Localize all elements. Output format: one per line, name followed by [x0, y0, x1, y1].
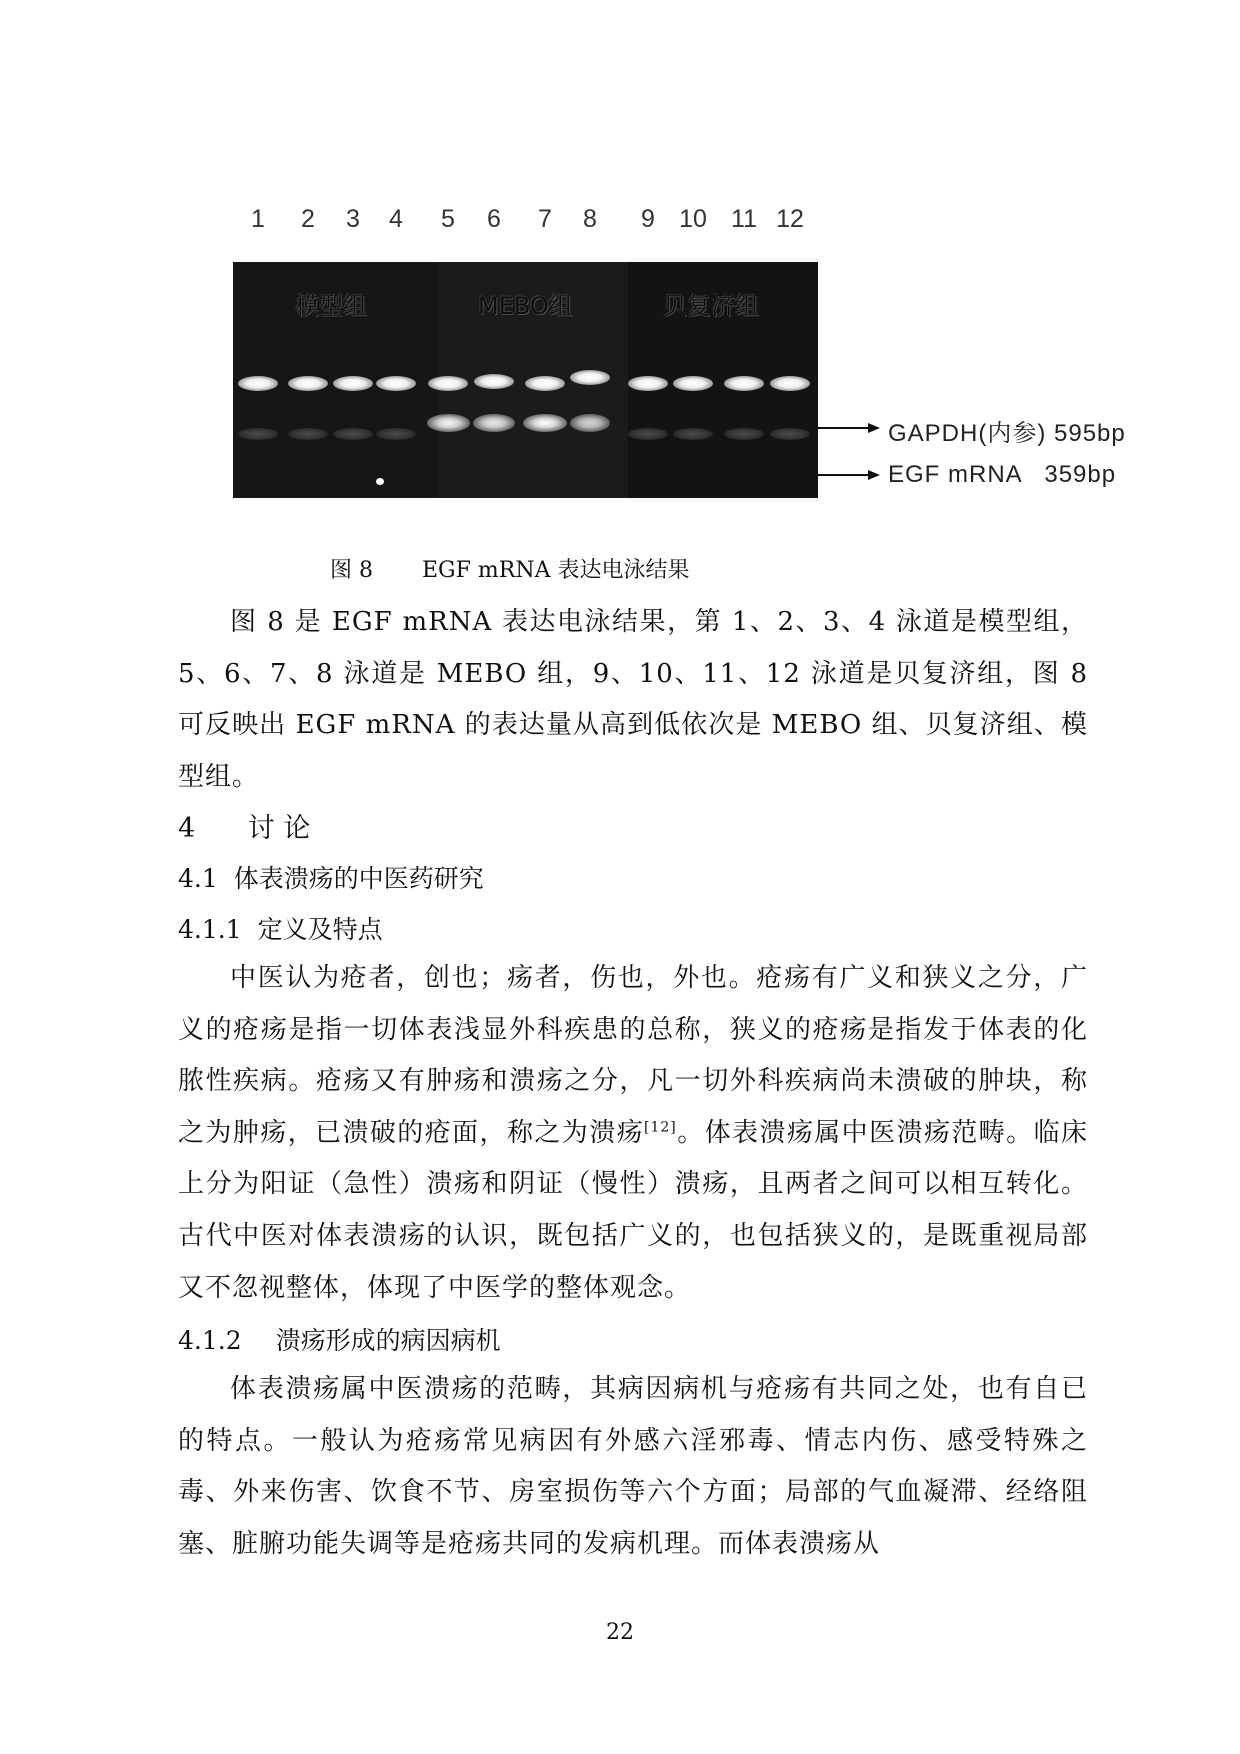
section-number: 4.1.1: [178, 915, 242, 944]
gapdh-band: [673, 376, 713, 391]
lane-number: 7: [538, 205, 552, 233]
section-title: 溃疡形成的病因病机: [275, 1326, 501, 1355]
gapdh-band: [570, 370, 610, 385]
egf-band: [427, 414, 470, 432]
egf-band: [570, 414, 610, 432]
egf-band: [628, 428, 668, 440]
egf-arrow-line: [818, 474, 870, 476]
paragraph-etiology: 体表溃疡属中医溃疡的范畴，其病因病机与疮疡有共同之处，也有自已的特点。一般认为疮疡常见病因有外感六淫邪毒、情志内伤、感受特殊之毒、外来伤害、饮食不节、房室损伤等六个方面；局部的气血凝滞、经络阻塞、脏腑功能失调等是疮疡共同的发病机理。而体表溃疡从: [178, 1374, 1088, 1559]
figure-caption-number: 图 8: [330, 558, 373, 583]
egf-band: [523, 414, 567, 432]
egf-band: [473, 414, 515, 432]
gel-artifact-spot: [376, 478, 384, 485]
paragraph-definition: [178, 953, 1088, 1314]
lane-number: 10: [679, 205, 707, 233]
gel-electrophoresis-image: [233, 262, 818, 498]
paragraph-text: 中医认为疮者，创也；疡者，伤也，外也。疮疡有广义和狭义之分，广义的疮疡是指一切体表浅显外科疾患的总称，狭义的疮疡是指发于体表的化脓性疾病。疮疡又有肿疡和溃疡之分，凡一切外科疾病尚未溃破的肿块，称之为肿疡，已溃破的疮面，称之为溃疡: [178, 963, 1088, 1148]
lane-number: 4: [389, 205, 403, 233]
egf-band: [724, 428, 764, 440]
section-heading-4-1: [178, 859, 484, 895]
egf-band: [376, 428, 416, 440]
lane-number: 1: [251, 205, 265, 233]
gapdh-band: [628, 376, 668, 391]
section-title: 讨 论: [247, 813, 311, 844]
egf-arrow-icon: [868, 470, 880, 480]
section-number: 4.1: [178, 864, 218, 893]
egf-band: [333, 428, 373, 440]
lane-number: 3: [346, 205, 360, 233]
egf-marker-label: EGF mRNA 359bp: [888, 461, 1117, 488]
section-heading-4-1-1: [178, 910, 383, 946]
lane-number: 5: [441, 205, 455, 233]
egf-band: [770, 428, 810, 440]
section-number: 4.1.2: [178, 1326, 242, 1355]
paragraph-text: 。体表溃疡属中医溃疡范畴。临床上分为阳证（急性）溃疡和阴证（慢性）溃疡，且两者之间可以相互转化。古代中医对体表溃疡的认识，既包括广义的，也包括狭义的，是既重视局部又不忽视整体，体现了中医学的整体观念。: [178, 1117, 1088, 1303]
section-title: 体表溃疡的中医药研究: [233, 864, 484, 893]
group-label-mebo: MEBO组: [478, 292, 573, 320]
citation-reference: [12]: [644, 1119, 677, 1136]
lane-number: 2: [301, 205, 315, 233]
gapdh-band: [724, 376, 764, 391]
gapdh-band: [238, 376, 278, 391]
paragraph-figure-description: 图 8 是 EGF mRNA 表达电泳结果，第 1、2、3、4 泳道是模型组，5、6、7、8 泳道是 MEBO 组，9、10、11、12 泳道是贝复济组，图 8 可反映出 EGF mRNA 的表达量从高到低依次是 MEBO 组、贝复济组、模型组。: [178, 607, 1088, 792]
group-label-model: 模型组: [295, 292, 367, 320]
egf-band: [238, 428, 278, 440]
lane-number: 11: [731, 205, 757, 233]
lane-number: 12: [776, 205, 804, 233]
page-number: 22: [606, 1620, 634, 1645]
gapdh-band: [428, 376, 468, 391]
gapdh-band: [288, 376, 328, 391]
lane-number: 9: [641, 205, 655, 233]
gapdh-band: [770, 376, 810, 391]
section-heading-4: [178, 806, 310, 845]
section-number: 4: [178, 813, 196, 844]
gapdh-marker-label: GAPDH(内参) 595bp: [888, 420, 1126, 447]
gapdh-arrow-line: [818, 427, 870, 429]
gapdh-band: [474, 374, 514, 389]
gapdh-band: [525, 376, 565, 391]
section-heading-4-1-2: [178, 1321, 501, 1357]
gapdh-band: [333, 376, 373, 391]
egf-band: [288, 428, 328, 440]
section-title: 定义及特点: [257, 915, 383, 944]
figure-caption-text: EGF mRNA 表达电泳结果: [422, 558, 690, 583]
gapdh-arrow-icon: [868, 423, 880, 433]
lane-number: 6: [487, 205, 501, 233]
lane-number: 8: [583, 205, 597, 233]
gapdh-band: [376, 376, 416, 391]
group-label-bfj: 贝复济组: [663, 292, 759, 320]
egf-band: [673, 428, 713, 440]
